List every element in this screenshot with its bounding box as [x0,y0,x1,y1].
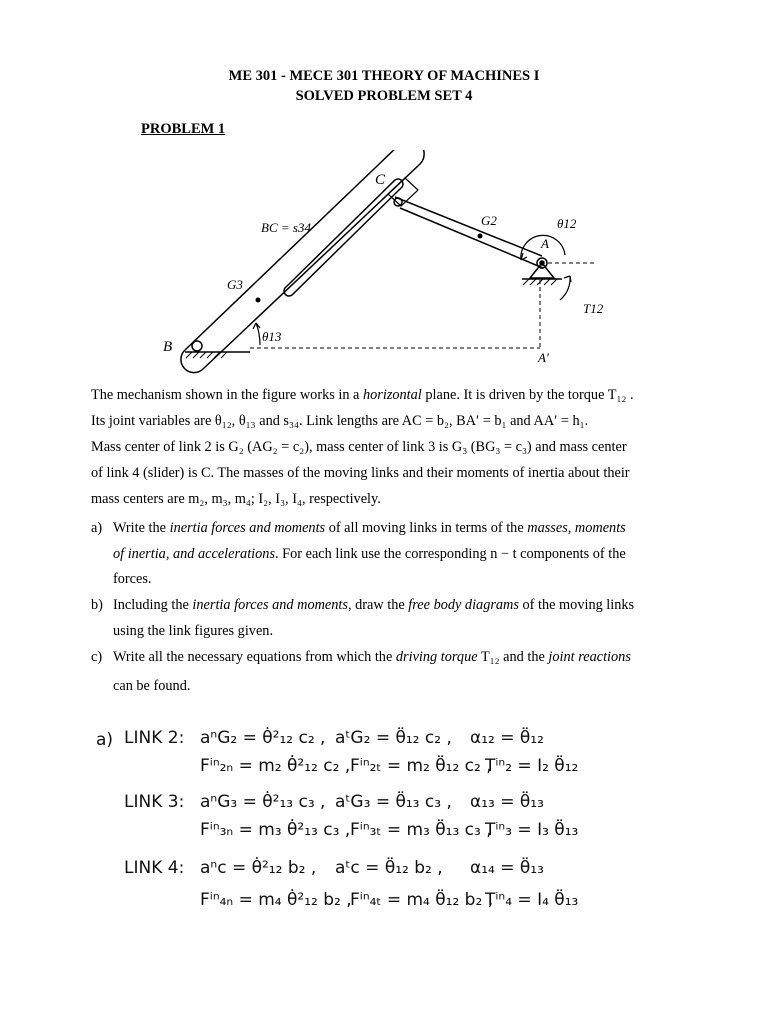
hw-link3-f2: Fⁱⁿ₃ₜ = m₃ θ̈₁₃ c₃ , [350,820,492,840]
hw-link2-label: LINK 2: [124,728,185,748]
hw-link2-f3: Tⁱⁿ₂ = I₂ θ̈₁₂ [485,756,579,776]
paragraph-line-3: Mass center of link 2 is G₂ (AG₂ = c₂), mass center of link 3 is G₃ (BG₃ = c₃) and mass center [91,439,627,455]
hw-link2-eq1: aⁿG₂ = θ̇²₁₂ c₂ , [200,728,326,748]
problem-heading: PROBLEM 1 [141,121,226,137]
hw-part-a-label: a) [96,730,114,750]
course-title: ME 301 - MECE 301 THEORY OF MACHINES I [228,68,540,84]
problem-set-title: SOLVED PROBLEM SET 4 [295,88,473,104]
hw-link3-f3: Tⁱⁿ₃ = I₃ θ̈₁₃ [485,820,579,840]
mechanism-figure [150,150,610,375]
label-b: B [163,339,173,355]
label-theta13: θ13 [262,329,282,344]
label-g2: G2 [481,213,497,228]
paragraph-line-4: of link 4 (slider) is C. The masses of the moving links and their moments of inertia about their [91,465,630,481]
handwritten-solution [90,697,590,927]
hw-link4-eq1: aⁿc = θ̇²₁₂ b₂ , [200,858,317,878]
hw-link4-label: LINK 4: [124,858,185,878]
hw-link2-f2: Fⁱⁿ₂ₜ = m₂ θ̈₁₂ c₂ , [350,756,492,776]
hw-link3-eq1: aⁿG₃ = θ̇²₁₃ c₃ , [200,792,326,812]
hw-link4-eq3: α₁₄ = θ̈₁₃ [470,858,544,878]
joint-c [394,198,402,206]
joint-b [192,341,202,351]
hw-link4-f2: Fⁱⁿ₄ₜ = m₄ θ̈₁₂ b₂ , [350,890,494,910]
label-aprime: A′ [538,350,549,365]
paragraph-line-1: The mechanism shown in the figure works in a horizontal plane. It is driven by the torque T₁₂ . [91,387,634,403]
paragraph-line-2: Its joint variables are θ₁₂, θ₁₃ and s₃₄. Link lengths are AC = b₂, BA′ = b₁ and AA′ = h₁. [91,413,589,429]
item-c: c) Write all the necessary equations from which the driving torque T₁₂ and the joint reactions can be found. [91,649,631,694]
label-theta12: θ12 [557,216,577,231]
hw-link3-eq3: α₁₃ = θ̈₁₃ [470,792,544,812]
hw-link3-eq2: aᵗG₃ = θ̈₁₃ c₃ , [335,792,452,812]
label-bc: BC = s34 [261,220,311,235]
label-a: A [541,236,549,251]
g3-dot [256,298,261,303]
g2-dot [478,234,483,239]
label-c: C [375,172,386,188]
hw-link4-eq2: aᵗc = θ̈₁₂ b₂ , [335,858,443,878]
hw-link2-eq2: aᵗG₂ = θ̈₁₂ c₂ , [335,728,452,748]
label-g3: G3 [227,277,243,292]
item-a: a) Write the inertia forces and moments of all moving links in terms of the masses, moments of inertia, and accelerations. For each link use the corresponding n − t components of the forces. [91,520,626,587]
paragraph-line-5: mass centers are m₂, m₃, m₄; I₂, I₃, I₄, respectively. [91,491,381,507]
hw-link2-f1: Fⁱⁿ₂ₙ = m₂ θ̇²₁₂ c₂ , [200,756,351,776]
hw-link2-eq3: α₁₂ = θ̈₁₂ [470,728,544,748]
link3-outline [181,150,424,373]
item-b: b) Including the inertia forces and moments, draw the free body diagrams of the moving links using the link figures given. [91,597,635,639]
link2-top [395,197,542,256]
label-t12: T12 [583,301,604,316]
hw-link3-label: LINK 3: [124,792,185,812]
hw-link4-f3: Tⁱⁿ₄ = I₄ θ̈₁₃ [485,890,579,910]
hw-link4-f1: Fⁱⁿ₄ₙ = m₄ θ̇²₁₂ b₂ , [200,890,352,910]
hw-link3-f1: Fⁱⁿ₃ₙ = m₃ θ̇²₁₃ c₃ , [200,820,351,840]
